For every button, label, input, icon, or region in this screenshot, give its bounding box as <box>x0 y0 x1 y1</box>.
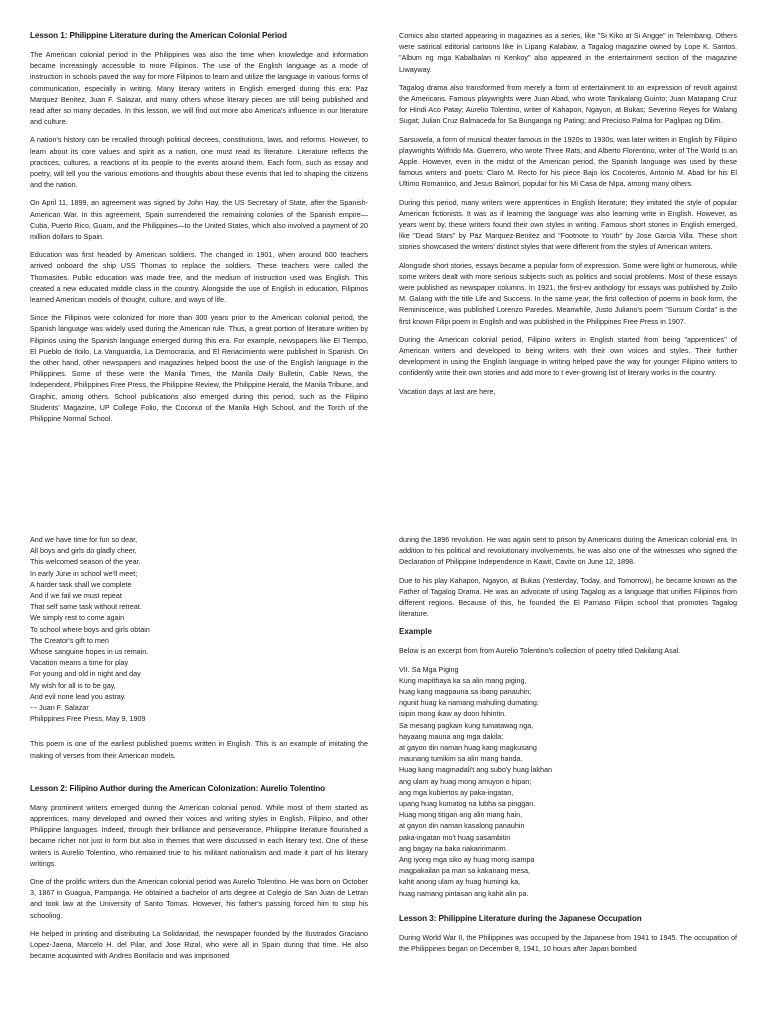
left-bottom-section <box>30 534 368 969</box>
lesson1-paragraph: Since the Filipinos were colonized for more than 300 years prior to the American colonial period, the Spanish language was widely used during the American rule. Thus, a great portion of literature written by Filipinos using the Spanish language emerged during this era. For example, newspapers like El Tiempo, El Pueblo de Iloilo, La Vanguardia, La Democracia, and El Renacimiento were published in Spanish. On the other hand, other newspapers and magazines helped boost the use of the English language in the Philippines. Some of these were the Manila Times, the Manila Daily Bulletin, Cable News, the Independent, Philippines Free Press, the Philippine Review, the Philippine Herald, the Manila Tribune, and Graphic, among others. School publications also emerged during this period, such as the Filipino Students' Magazine, UP College Folio, the Coconut of the Manila High School, and the Torch of the Philippine Normal School. <box>30 313 368 424</box>
poem-note: This poem is one of the earliest published poems written in English. This is an example of imitating the making of verses from their American models. <box>30 739 368 760</box>
poem-line: The Creator's gift to men <box>30 635 109 645</box>
poem-line: And evil none lead you astray. <box>30 691 126 701</box>
lesson1-paragraph: A nation's history can be recalled through political decrees, constitutions, laws, and reforms. However, to learn about its core values and spirit as a nation, one must read its literature. Literature reflects the practices, cultures, a reactions of its people to the events around them. Each form, such as essay and poetry, will tell you the various emotions and thoughts about these events that led to shaping the citizens and the nation. <box>30 135 368 190</box>
tolentino-paragraph: during the 1896 revolution. He was again sent to prison by Americans during the American colonial era. In addition to his political and revolutionary involvements, he was also one of the witnesses who signed the Declaration of Philippine Independence in Kawit, Cavite on June 12, 1898. <box>399 535 737 567</box>
verse-title: VII. Sa Mga Piging <box>399 664 459 674</box>
poem-line: Whose sanguine hopes in us remain. <box>30 647 149 657</box>
poem-lines <box>30 534 368 724</box>
verse-line: paka-ingatan mo't huag sasambitin <box>399 832 511 842</box>
verse-line: Ang iyong mga siko ay huag mong isampa <box>399 855 535 865</box>
verse-line: ang mga kubiertos ay paka-ingatan, <box>399 787 514 797</box>
verse-line: Kung mapithaya ka sa alin mang piging, <box>399 675 527 685</box>
lesson1-section <box>30 30 368 431</box>
poem-line: This welcomed season of the year. <box>30 557 141 567</box>
comics-paragraph: Comics also started appearing in magazines as a series, like "Si Kiko at Si Angge" in Telembang. Others were satirical editorial cartoons like in Lipang Kalabaw, a Tagalog magazine owned by Lope K. Santos. "Album ng mga Kabalbalan ni Kenkoy" also appeared in the entertainment section of the magazine Liwayway. <box>399 31 737 74</box>
verse-line: ang ulam ay huag mong amuyon o hipan; <box>399 776 532 786</box>
poem-line: That self same task without retreat. <box>30 602 142 612</box>
verse-line: huag namang pintasan ang kahit alin pa. <box>399 888 529 898</box>
poem-line: To school where boys and girls obtain <box>30 624 150 634</box>
poem-line: Vacation means a time for play <box>30 658 129 668</box>
verse-line: huag kang magpauna sa ibang panauhin; <box>399 687 532 697</box>
example-intro: Below is an excerpt from from Aurelio Tolentino's collection of poetry titled Dakilang Asal. <box>399 646 681 656</box>
poem-source: Philippines Free Press, May 9, 1909 <box>30 714 146 724</box>
development-paragraph: During the American colonial period, Filipino writers in English started from being "apprentices" of American writers and developed to being writers with their own voices and styles. Their further development in using the English language in writing helped pave the way for younger Filipino writers to confidently write their own stories and add more to t ever-growing list of literary works in the country. <box>399 334 737 378</box>
poem-line: For young and old in night and day <box>30 669 141 679</box>
poem-author: --- Juan F. Salazar <box>30 703 89 713</box>
sarsuwela-paragraph: Sarsuwela, a form of musical theater famous in the 1920s to 1930s, was later written in English by Filipino playwrights Wilfrido Ma. Guerrero, who wrote Three Rats, and Alberto Florentino, writer of The World Is an Apple. However, even in the midst of the American period, the Spanish language was used by these famous writers and poets: Claro M. Recto for his piece Bajo los Cocoteros, Antonio M. Abad for his El Ultimo Romantico, and Jesus Balmori, popular for his Mi Casa de Nipa, among many others. <box>399 134 737 189</box>
lesson2-paragraph: One of the prolific writers duri the American colonial period was Aurelio Tolentino. He was born on October 3, 1867 in Guagua, Pampanga. He obtained a bachelor of arts degree at Colegio de San Juan de Letran and took law at the University of Santo Tomas. However, his father's passing forced him to stop his schooling. <box>30 877 368 920</box>
apprentices-paragraph: During this period, many writers were apprentices in English literature; they imitated the style of popular American fictionists. It was as if learning the language was also learning write in English. However, as years went by, these writers found their own styles in writing. Famous short stories in English emerged, like "Dead Stars" by Paz Marquez-Benitez and "Footnote to Youth" by Jose Garcia Villa. These short stories showcased the writers' distinct styles that were different from the styles of American writers. <box>399 197 737 252</box>
lesson1-paragraph: Education was first headed by American soldiers. The changed in 1901, when around 600 teachers arrived onboard the ship USS Thomas to replace the soldiers. These teachers were called the Thomasites. Public education was made free, and the medium of instruction used was English. This created a new educated middle class in the country. Alongside the use of English in education, Filipinos learned American models of thought, culture, and ways of life. <box>30 250 368 305</box>
lesson1-heading: Lesson 1: Philippine Literature during the American Colonial Period <box>30 31 287 40</box>
right-top-section <box>399 30 737 404</box>
lesson2-paragraph: He helped in printing and distributing La Solidaridad, the newspaper founded by the Ilustrados Graciano Lopez-Jaena, Marcelo H. del Pilar, and Jose Rizal, who were all in Spain during that time. He also became acquainted with Andres Bonifacio and was imprisoned <box>30 928 368 961</box>
lesson3-paragraph: During World War II, the Philippines was occupied by the Japanese from 1941 to 1945. The occupation of the Philippines began on December 8, 1941, 10 hours after Japan bombed <box>399 932 737 954</box>
poem-first-line: Vacation days at last are here, <box>399 386 496 396</box>
verse-line: ngunit huag ka namang mahuling dumating: <box>399 698 539 708</box>
verse-lines <box>399 664 737 899</box>
lesson3-heading: Lesson 3: Philippine Literature during the Japanese Occupation <box>399 913 642 923</box>
poem-line: In early June in school we'll meet; <box>30 568 138 578</box>
verse-line: isipin mong ikaw ay doon hihintin. <box>399 709 507 719</box>
poem-line: And if we fail we must repeat <box>30 591 122 601</box>
poem-line: We simply rest to come again <box>30 613 125 623</box>
essays-paragraph: Alongside short stories, essays became a popular form of expression. Some were light or humorous, while some writers dealt with more serious subjects such as politics and social problems. Most of these essays were published as newspaper columns. In 1921, the first-ev anthology for essays was published by Zoilo M. Galang with the title Life and Success. In the same year, the first collection of poems in book form, the Reminiscence, was published Lorenzo Paredes. Meanwhile, Justo Juliano's poem "Sursum Corda" is the first known Filipi poem in English and was published in the Philippines Free Press in 1907. <box>399 260 737 326</box>
poem-line: My wish for all is to be gay, <box>30 680 116 690</box>
poem-line: A harder task shall we complete <box>30 579 132 589</box>
lesson1-paragraph: On April 11, 1899, an agreement was signed by John Hay, the US Secretary of State, after the Spanish-American War. In this agreement, Spain surrendered the remaining colonies of the Spanish empire—Cuba, Puerto Rico, Guam, and the Philippines—to the United States, which also involved a payment of 20 million dollars to Spain. <box>30 198 368 242</box>
poem-line: And we have time for fun so dear, <box>30 535 138 544</box>
verse-line: magpakailan pa man sa kakanang mesa, <box>399 866 531 876</box>
lesson2-heading: Lesson 2: Filipino Author during the American Colonization: Aurelio Tolentino <box>30 783 326 793</box>
verse-line: ang bagay na baka nakaririmarim. <box>399 843 508 853</box>
lesson2-paragraph: Many prominent writers emerged during the American colonial period. While most of them started as apprentices, many developed and owned their voices and writing styles in English, Filipino, and other Philippine languages. Indeed, through their brilliance and perseverance, Philippine literature flourished a became richer not just in form but also in themes that were discussed in each literary text. One of these writers is Aurelio Tolentino, who remained true to his militant nationalism and made it part of his literary writings. <box>30 802 368 868</box>
verse-line: at gayon din naman kasalong panauhin <box>399 821 525 831</box>
example-heading: Example <box>399 627 432 637</box>
verse-line: Huag mong titigan ang alin mang hain, <box>399 810 523 820</box>
drama-paragraph: Tagalog drama also transformed from merely a form of entertainment to an expression of revolt against the Americans. Famous playwrights were Juan Abad, who wrote Tanikalang Guinto; Juan Matapang Cruz for Hindi Aco Patay; Aurelio Tolentino, writer of Kahapon, Ngayon, at Bukas; Severino Reyes for Walang Sugat; Julian Cruz Balmaceda for Sa Bunganga ng Pating; and Precioso Palma for Paglipas ng Dilim. <box>399 82 737 126</box>
right-bottom-section <box>399 534 737 961</box>
poem-line: All boys and girls do gladly cheer, <box>30 546 137 556</box>
lesson1-paragraph: The American colonial period in the Philippines was also the time when knowledge and information became increasingly accessible to more Filipinos. The use of the English language as a mode of instruction in schools paved the way for more Filipinos to learn and utilize the language in various forms of communication, especially in writing. Many literary writers in English emerged during this era: Paz Marquez Benitez, Juan F. Salazar, and many others whose literary pieces are still being published and read after so many decades. In this lesson, we will find out more abo America's influence in our literature and culture. <box>30 50 368 127</box>
verse-line: upang huag kumatog na lubha sa pinggan. <box>399 799 536 809</box>
verse-line: maunang tumikim sa alin mang handa. <box>399 754 523 764</box>
verse-line: at gayon din naman huag kang magkusang <box>399 743 537 753</box>
verse-line: Huag kang magmadali't ang subo'y huag lakhan <box>399 765 552 775</box>
verse-line: kahit anong ulam ay huag humingi ka, <box>399 877 521 887</box>
tolentino-paragraph: Due to his play Kahapon, Ngayon, at Bukas (Yesterday, Today, and Tomorrow), he became known as the Father of Tagalog Drama. He was an advocate of using Tagalog as a language that unifies Filipinos from different regions. Because of this, he founded the El Parnaso Filipin school that promotes Tagalog literature. <box>399 575 737 619</box>
verse-line: Sa mesang pagkain kung tumatawag nga, <box>399 720 534 730</box>
verse-line: hayaang mauna ang mga dakila; <box>399 731 504 741</box>
